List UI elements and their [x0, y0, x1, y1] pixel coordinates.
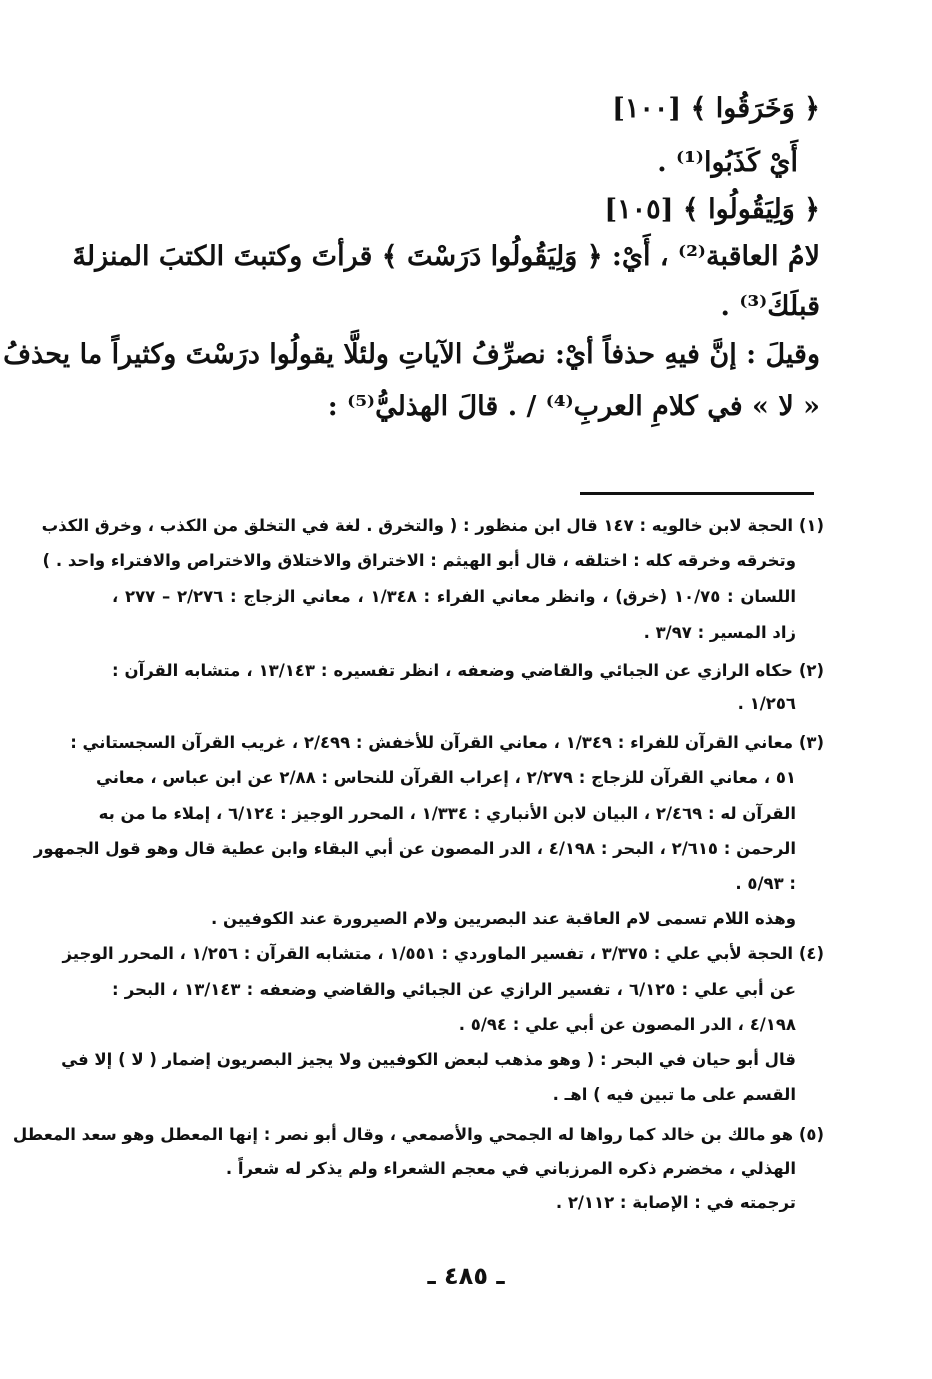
paragraph-2-line-2: « لا » في كلامِ العربِ⁽⁴⁾ / . قالَ الهذليُّ⁽⁵⁾ :	[327, 391, 820, 422]
gloss-line: أَيْ كَذَبُوا⁽¹⁾ .	[657, 147, 798, 178]
footnote-3-line-6: وهذه اللام تسمى لام العاقبة عند البصريين ولام الصيرورة عند الكوفيين .	[210, 909, 796, 928]
footnote-3-line-5: : ٥/٩٣ .	[735, 874, 796, 893]
paragraph-2-line-1: وقيلَ : إنَّ فيهِ حذفاً أيْ: نصرِّفُ الآياتِ ولئلَّا يقولُوا درَسْتَ وكثيراً ما يحذفُ	[3, 339, 820, 370]
paragraph-1-line-1: لامُ العاقبة⁽²⁾ ، أَيْ: ﴿ وَلِيَقُولُوا دَرَسْتَ ﴾ قرأتَ وكتبتَ الكتبَ المنزلةَ	[72, 241, 820, 272]
footnote-4-line-3: ٤/١٩٨ ، الدر المصون عن أبي علي : ٥/٩٤ .	[458, 1015, 796, 1034]
footnote-5-line-3: ترجمته في : الإصابة : ٢/١١٢ .	[555, 1193, 796, 1212]
footnote-3-line-1: (٣) معاني القرآن للفراء : ١/٣٤٩ ، معاني القرآن للأخفش : ٢/٤٩٩ ، غريب القرآن السجستاني :	[70, 733, 824, 752]
footnote-divider	[580, 492, 814, 495]
footnote-1-line-4: زاد المسير : ٣/٩٧ .	[643, 623, 796, 642]
paragraph-1-line-2: قبلَكَ⁽³⁾ .	[720, 291, 820, 322]
verse-heading-105: ﴿ وَلِيَقُولُوا ﴾ [١٠٥]	[604, 194, 820, 225]
footnote-1-line-2: وتخرقه وخرقه كله : اختلقه ، قال أبو الهيثم : الاختراق والاختلاق والاختراص والافتراء واحد . )	[42, 551, 796, 570]
footnote-3-line-4: الرحمن : ٢/٦١٥ ، البحر : ٤/١٩٨ ، الدر المصون عن أبي البقاء وابن عطية قال وهو قول الجمهور	[33, 839, 796, 858]
page-number: ـ ٤٨٥ ـ	[427, 1262, 505, 1290]
footnote-3-line-3: القرآن له : ٢/٤٦٩ ، البيان لابن الأنباري : ١/٣٣٤ ، المحرر الوجيز : ٦/١٢٤ ، إملاء ما من به	[98, 804, 796, 823]
footnote-2-line-1: (٢) حكاه الرازي عن الجبائي والقاضي وضعفه ، انظر تفسيره : ١٣/١٤٣ ، متشابه القرآن :	[112, 661, 824, 680]
footnote-1-line-3: اللسان : ١٠/٧٥ (خرق) ، وانظر معاني الفراء : ١/٣٤٨ ، معاني الزجاج : ٢/٢٧٦ – ٢٧٧ ،	[112, 587, 797, 606]
verse-heading-100: ﴿ وَخَرَقُوا ﴾ [١٠٠]	[612, 93, 820, 124]
footnote-4-line-1: (٤) الحجة لأبي علي : ٣/٣٧٥ ، تفسير الماوردي : ١/٥٥١ ، متشابه القرآن : ١/٢٥٦ ، المحرر الوجيز	[62, 944, 824, 963]
footnote-2-line-2: ١/٢٥٦ .	[737, 694, 796, 713]
footnote-1-line-1: (١) الحجة لابن خالويه : ١٤٧ قال ابن منظور : ( والتخرق . لغة في التخلق من الكذب ، وخرق الكذب	[41, 516, 824, 535]
footnote-5-line-2: الهذلي ، مخضرم ذكره المرزباني في معجم الشعراء ولم يذكر له شعراً .	[225, 1159, 796, 1178]
footnote-4-line-5: القسم على ما تبين فيه ) اهـ .	[552, 1085, 796, 1104]
footnote-4-line-4: قال أبو حيان في البحر : ( وهو مذهب لبعض الكوفيين ولا يجيز البصريون إضمار ( لا ) إلا في	[61, 1050, 796, 1069]
footnote-4-line-2: عن أبي علي : ٦/١٢٥ ، تفسير الرازي عن الجبائي والقاضي وضعفه : ١٣/١٤٣ ، البحر :	[112, 980, 796, 999]
footnote-3-line-2: ٥١ ، معاني القرآن للزجاج : ٢/٢٧٩ ، إعراب القرآن للنحاس : ٢/٨٨ عن ابن عباس ، معاني	[96, 768, 796, 787]
footnote-5-line-1: (٥) هو مالك بن خالد كما رواها له الجمحي والأصمعي ، وقال أبو نصر : إنها المعطل وهو سعد المعطل	[12, 1125, 824, 1144]
